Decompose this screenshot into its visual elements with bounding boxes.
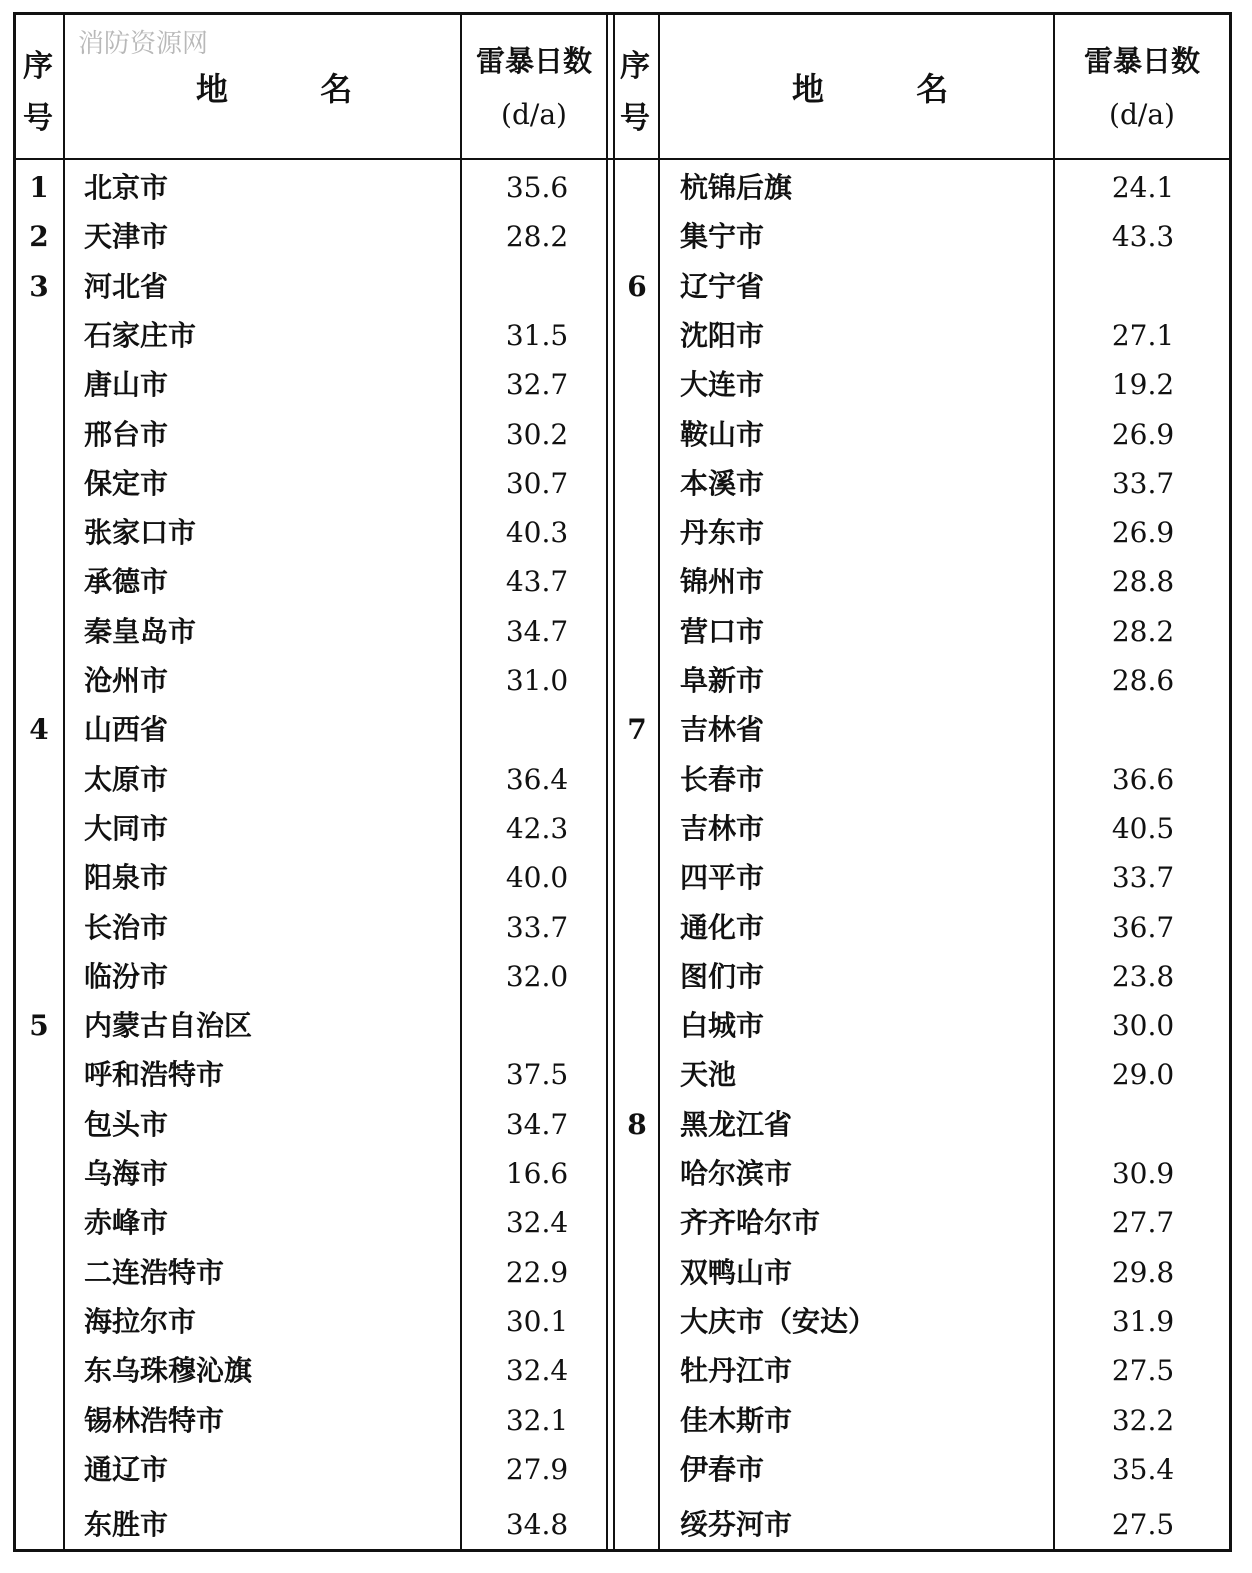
row-seq: 7 <box>627 713 647 747</box>
row-thunder-days: 34.7 <box>505 1107 569 1141</box>
row-thunder-days: 23.8 <box>1111 959 1175 993</box>
row-place-name: 大同市 <box>84 811 169 845</box>
row-thunder-days: 43.3 <box>1111 220 1175 254</box>
row-thunder-days: 29.8 <box>1111 1255 1175 1289</box>
row-seq: 2 <box>29 220 49 254</box>
row-place-name: 哈尔滨市 <box>680 1157 793 1190</box>
row-place-name: 呼和浩特市 <box>84 1058 225 1092</box>
row-place-name: 白城市 <box>680 1009 765 1043</box>
row-seq: 4 <box>29 713 49 747</box>
row-place-name: 北京市 <box>84 171 169 204</box>
row-thunder-days: 27.5 <box>1111 1354 1175 1388</box>
header-value-right <box>1055 43 1229 133</box>
row-place-name: 大庆市（安达） <box>680 1304 877 1338</box>
row-thunder-days: 40.3 <box>505 516 569 550</box>
row-place-name: 黑龙江省 <box>680 1107 793 1141</box>
row-place-name: 锦州市 <box>680 565 765 599</box>
row-thunder-days: 19.2 <box>1111 368 1175 402</box>
row-thunder-days: 35.4 <box>1111 1452 1175 1486</box>
header-value-label: 雷暴日数 <box>1083 44 1200 78</box>
row-thunder-days: 34.8 <box>505 1508 569 1542</box>
header-value-unit: (d/a) <box>501 98 567 131</box>
row-thunder-days: 26.9 <box>1111 516 1175 550</box>
row-place-name: 东乌珠穆沁旗 <box>84 1354 253 1388</box>
header-rule <box>16 158 1229 160</box>
row-thunder-days: 30.9 <box>1111 1157 1175 1190</box>
row-thunder-days: 36.7 <box>1111 910 1175 944</box>
row-place-name: 沧州市 <box>84 664 169 697</box>
row-thunder-days: 35.6 <box>505 171 569 204</box>
row-place-name: 四平市 <box>680 861 765 895</box>
row-thunder-days: 32.7 <box>505 368 569 402</box>
row-place-name: 邢台市 <box>84 417 169 451</box>
row-place-name: 营口市 <box>680 614 765 648</box>
header-seq-char-1: 序 <box>620 49 650 84</box>
row-thunder-days: 33.7 <box>505 910 569 944</box>
row-place-name: 山西省 <box>84 713 169 747</box>
row-thunder-days: 26.9 <box>1111 417 1175 451</box>
row-thunder-days: 27.7 <box>1111 1206 1175 1240</box>
header-seq-char-2: 号 <box>23 101 53 136</box>
row-place-name: 长春市 <box>680 762 765 796</box>
row-place-name: 丹东市 <box>680 516 765 550</box>
row-place-name: 吉林市 <box>680 811 765 845</box>
row-seq: 8 <box>627 1107 647 1141</box>
header-value-unit: (d/a) <box>1109 98 1175 131</box>
row-thunder-days: 27.9 <box>505 1452 569 1486</box>
row-place-name: 包头市 <box>84 1107 169 1141</box>
row-thunder-days: 30.2 <box>505 417 569 451</box>
header-value-left <box>462 43 606 133</box>
row-thunder-days: 16.6 <box>505 1157 569 1190</box>
watermark-text: 消防资源网 <box>78 29 209 59</box>
row-thunder-days: 33.7 <box>1111 861 1175 895</box>
header-seq-char-1: 序 <box>23 49 53 84</box>
row-thunder-days: 27.1 <box>1111 318 1175 352</box>
row-place-name: 天津市 <box>84 220 169 254</box>
row-thunder-days: 34.7 <box>505 614 569 648</box>
row-thunder-days: 24.1 <box>1111 171 1175 204</box>
row-place-name: 承德市 <box>84 565 169 599</box>
row-place-name: 通辽市 <box>84 1452 169 1486</box>
row-thunder-days: 40.5 <box>1111 811 1175 845</box>
row-place-name: 鞍山市 <box>680 417 765 451</box>
rule-center-2 <box>613 15 615 1549</box>
row-seq: 5 <box>29 1009 49 1043</box>
header-seq-right <box>615 41 655 145</box>
row-place-name: 通化市 <box>680 910 765 944</box>
header-name-char-2: 名 <box>320 70 353 108</box>
row-place-name: 集宁市 <box>680 220 765 254</box>
row-place-name: 锡林浩特市 <box>84 1403 225 1437</box>
rule-right-seq <box>658 15 660 1549</box>
row-thunder-days: 31.5 <box>505 318 569 352</box>
row-place-name: 阜新市 <box>680 664 765 697</box>
row-place-name: 辽宁省 <box>680 269 765 303</box>
row-thunder-days: 33.7 <box>1111 466 1175 500</box>
row-place-name: 伊春市 <box>680 1452 765 1486</box>
row-thunder-days: 28.2 <box>1111 614 1175 648</box>
row-thunder-days: 43.7 <box>505 565 569 599</box>
row-thunder-days: 32.4 <box>505 1206 569 1240</box>
header-value-label: 雷暴日数 <box>475 44 592 78</box>
header-name-right <box>792 71 948 107</box>
row-place-name: 赤峰市 <box>84 1206 169 1240</box>
row-place-name: 双鸭山市 <box>680 1255 793 1289</box>
row-place-name: 唐山市 <box>84 368 169 402</box>
row-place-name: 秦皇岛市 <box>84 614 197 648</box>
row-place-name: 大连市 <box>680 368 765 402</box>
row-thunder-days: 32.2 <box>1111 1403 1175 1437</box>
row-place-name: 佳木斯市 <box>680 1403 793 1437</box>
row-place-name: 牡丹江市 <box>680 1354 793 1388</box>
row-seq: 1 <box>29 171 49 204</box>
row-thunder-days: 29.0 <box>1111 1058 1175 1092</box>
row-thunder-days: 28.2 <box>505 220 569 254</box>
row-place-name: 石家庄市 <box>84 318 197 352</box>
row-thunder-days: 30.1 <box>505 1304 569 1338</box>
row-place-name: 吉林省 <box>680 713 765 747</box>
row-thunder-days: 27.5 <box>1111 1508 1175 1542</box>
row-thunder-days: 42.3 <box>505 811 569 845</box>
row-place-name: 乌海市 <box>84 1157 169 1190</box>
row-place-name: 海拉尔市 <box>84 1304 197 1338</box>
header-name-char-2: 名 <box>916 70 949 108</box>
row-thunder-days: 28.8 <box>1111 565 1175 599</box>
header-name-left <box>196 71 352 107</box>
row-thunder-days: 30.7 <box>505 466 569 500</box>
row-place-name: 东胜市 <box>84 1508 169 1542</box>
row-place-name: 杭锦后旗 <box>680 171 793 204</box>
row-place-name: 图们市 <box>680 959 765 993</box>
row-place-name: 绥芬河市 <box>680 1508 793 1542</box>
thunderstorm-days-table <box>13 12 1232 1552</box>
row-place-name: 沈阳市 <box>680 318 765 352</box>
row-place-name: 天池 <box>680 1058 737 1092</box>
row-place-name: 阳泉市 <box>84 861 169 895</box>
header-seq-left <box>18 41 58 145</box>
row-thunder-days: 37.5 <box>505 1058 569 1092</box>
row-place-name: 内蒙古自治区 <box>84 1009 253 1043</box>
header-seq-char-2: 号 <box>620 101 650 136</box>
row-seq: 6 <box>627 269 647 303</box>
rule-right-name <box>1053 15 1055 1549</box>
row-thunder-days: 36.6 <box>1111 762 1175 796</box>
row-thunder-days: 31.0 <box>505 664 569 697</box>
row-thunder-days: 32.1 <box>505 1403 569 1437</box>
row-seq: 3 <box>29 269 49 303</box>
row-place-name: 河北省 <box>84 269 169 303</box>
header-name-char-1: 地 <box>792 70 825 108</box>
row-place-name: 张家口市 <box>84 516 197 550</box>
rule-left-seq <box>63 15 65 1549</box>
row-place-name: 太原市 <box>84 762 169 796</box>
row-thunder-days: 28.6 <box>1111 664 1175 697</box>
header-name-char-1: 地 <box>196 70 229 108</box>
row-thunder-days: 36.4 <box>505 762 569 796</box>
row-thunder-days: 32.0 <box>505 959 569 993</box>
row-thunder-days: 40.0 <box>505 861 569 895</box>
row-thunder-days: 30.0 <box>1111 1009 1175 1043</box>
row-place-name: 本溪市 <box>680 466 765 500</box>
row-thunder-days: 32.4 <box>505 1354 569 1388</box>
row-thunder-days: 22.9 <box>505 1255 569 1289</box>
row-place-name: 齐齐哈尔市 <box>680 1206 821 1240</box>
row-place-name: 保定市 <box>84 466 169 500</box>
row-place-name: 长治市 <box>84 910 169 944</box>
row-thunder-days: 31.9 <box>1111 1304 1175 1338</box>
row-place-name: 二连浩特市 <box>84 1255 225 1289</box>
row-place-name: 临汾市 <box>84 959 169 993</box>
